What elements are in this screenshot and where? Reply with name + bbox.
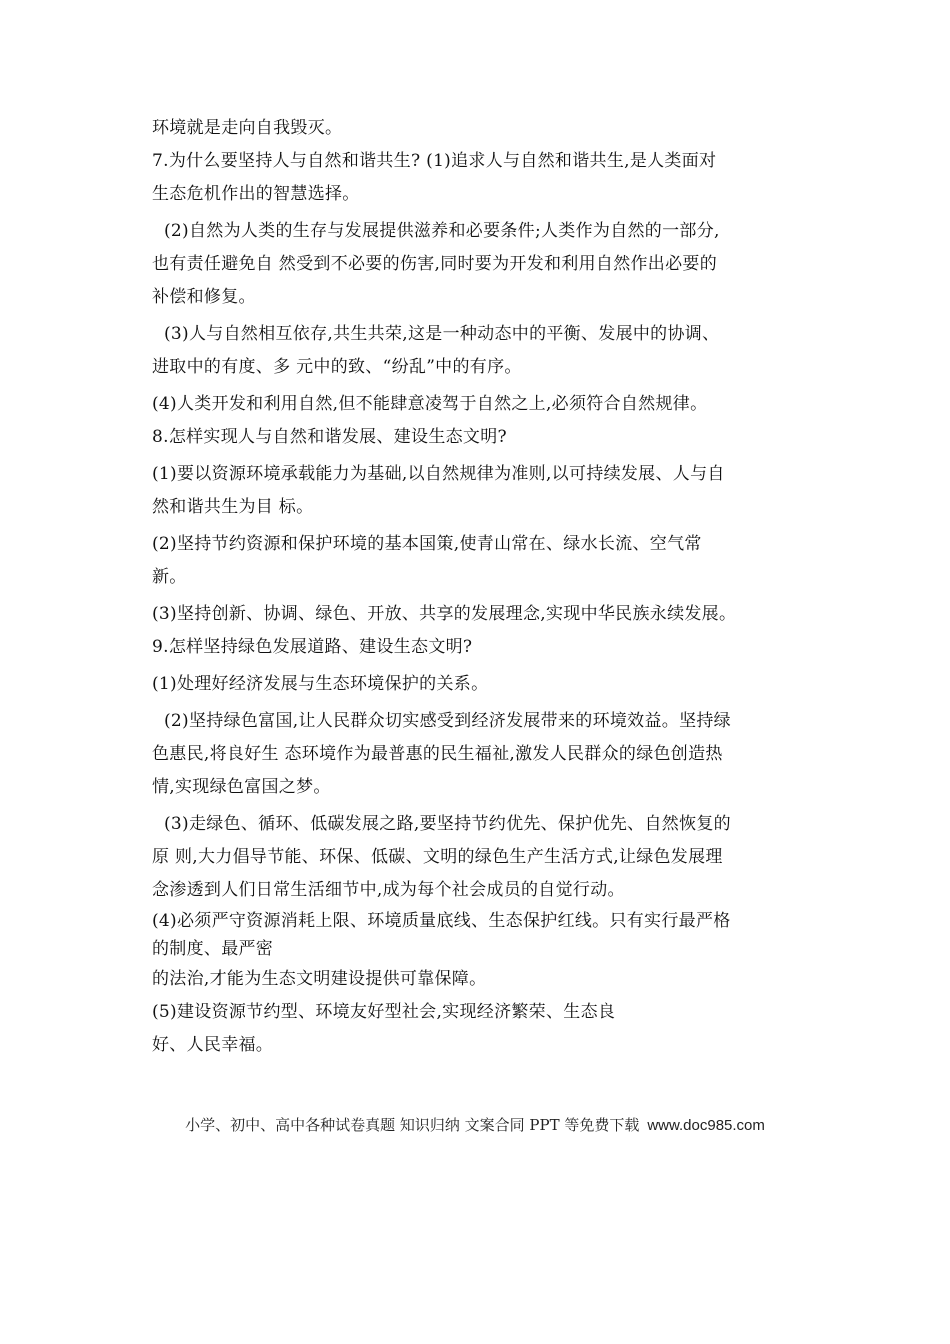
document-body bbox=[152, 112, 802, 1062]
text-line: (2)坚持绿色富国,让人民群众切实感受到经济发展带来的环境效益。坚持绿 bbox=[164, 711, 731, 731]
question-7-heading: 7.为什么要坚持人与自然和谐共生? (1)追求人与自然和谐共生,是人类面对 bbox=[152, 151, 717, 171]
footer-text: 小学、初中、高中各种试卷真题 知识归纳 文案合同 PPT 等免费下载 bbox=[185, 1116, 640, 1134]
text-line: (3)人与自然相互依存,共生共荣,这是一种动态中的平衡、发展中的协调、 bbox=[164, 324, 720, 344]
text-line: 情,实现绿色富国之梦。 bbox=[152, 777, 331, 797]
text-line: 的制度、最严密 bbox=[152, 939, 274, 959]
text-line: (2)自然为人类的生存与发展提供滋养和必要条件;人类作为自然的一部分, bbox=[164, 221, 720, 241]
text-line: (1)处理好经济发展与生态环境保护的关系。 bbox=[152, 674, 489, 694]
question-9-heading: 9.怎样坚持绿色发展道路、建设生态文明? bbox=[152, 637, 473, 657]
text-line: 念渗透到人们日常生活细节中,成为每个社会成员的自觉行动。 bbox=[152, 880, 625, 900]
text-line: 生态危机作出的智慧选择。 bbox=[152, 184, 360, 204]
text-line: (4)必须严守资源消耗上限、环境质量底线、生态保护红线。只有实行最严格 bbox=[152, 911, 731, 931]
text-line: 进取中的有度、多 元中的致、“纷乱”中的有序。 bbox=[152, 357, 522, 377]
text-line: 也有责任避免自 然受到不必要的伤害,同时要为开发和利用自然作出必要的 bbox=[152, 254, 718, 274]
text-line: 然和谐共生为目 标。 bbox=[152, 497, 314, 517]
page-footer bbox=[0, 1114, 950, 1135]
text-line: (5)建设资源节约型、环境友好型社会,实现经济繁荣、生态良 bbox=[152, 1002, 616, 1022]
text-line: 环境就是走向自我毁灭。 bbox=[152, 118, 343, 138]
question-8-heading: 8.怎样实现人与自然和谐发展、建设生态文明? bbox=[152, 427, 507, 447]
footer-url: www.doc985.com bbox=[647, 1117, 765, 1134]
text-line: (3)走绿色、循环、低碳发展之路,要坚持节约优先、保护优先、自然恢复的 bbox=[164, 814, 731, 834]
text-line: (4)人类开发和利用自然,但不能肆意凌驾于自然之上,必须符合自然规律。 bbox=[152, 394, 708, 414]
text-line: (3)坚持创新、协调、绿色、开放、共享的发展理念,实现中华民族永续发展。 bbox=[152, 604, 737, 624]
text-line: 色惠民,将良好生 态环境作为最普惠的民生福祉,激发人民群众的绿色创造热 bbox=[152, 744, 723, 764]
text-line: 原 则,大力倡导节能、环保、低碳、文明的绿色生产生活方式,让绿色发展理 bbox=[152, 847, 723, 867]
text-line: 的法治,才能为生态文明建设提供可靠保障。 bbox=[152, 969, 487, 989]
text-line: 新。 bbox=[152, 567, 187, 587]
text-line: (2)坚持节约资源和保护环境的基本国策,使青山常在、绿水长流、空气常 bbox=[152, 534, 702, 554]
text-line: 好、人民幸福。 bbox=[152, 1035, 274, 1055]
text-line: 补偿和修复。 bbox=[152, 287, 256, 307]
text-line: (1)要以资源环境承载能力为基础,以自然规律为准则,以可持续发展、人与自 bbox=[152, 464, 725, 484]
